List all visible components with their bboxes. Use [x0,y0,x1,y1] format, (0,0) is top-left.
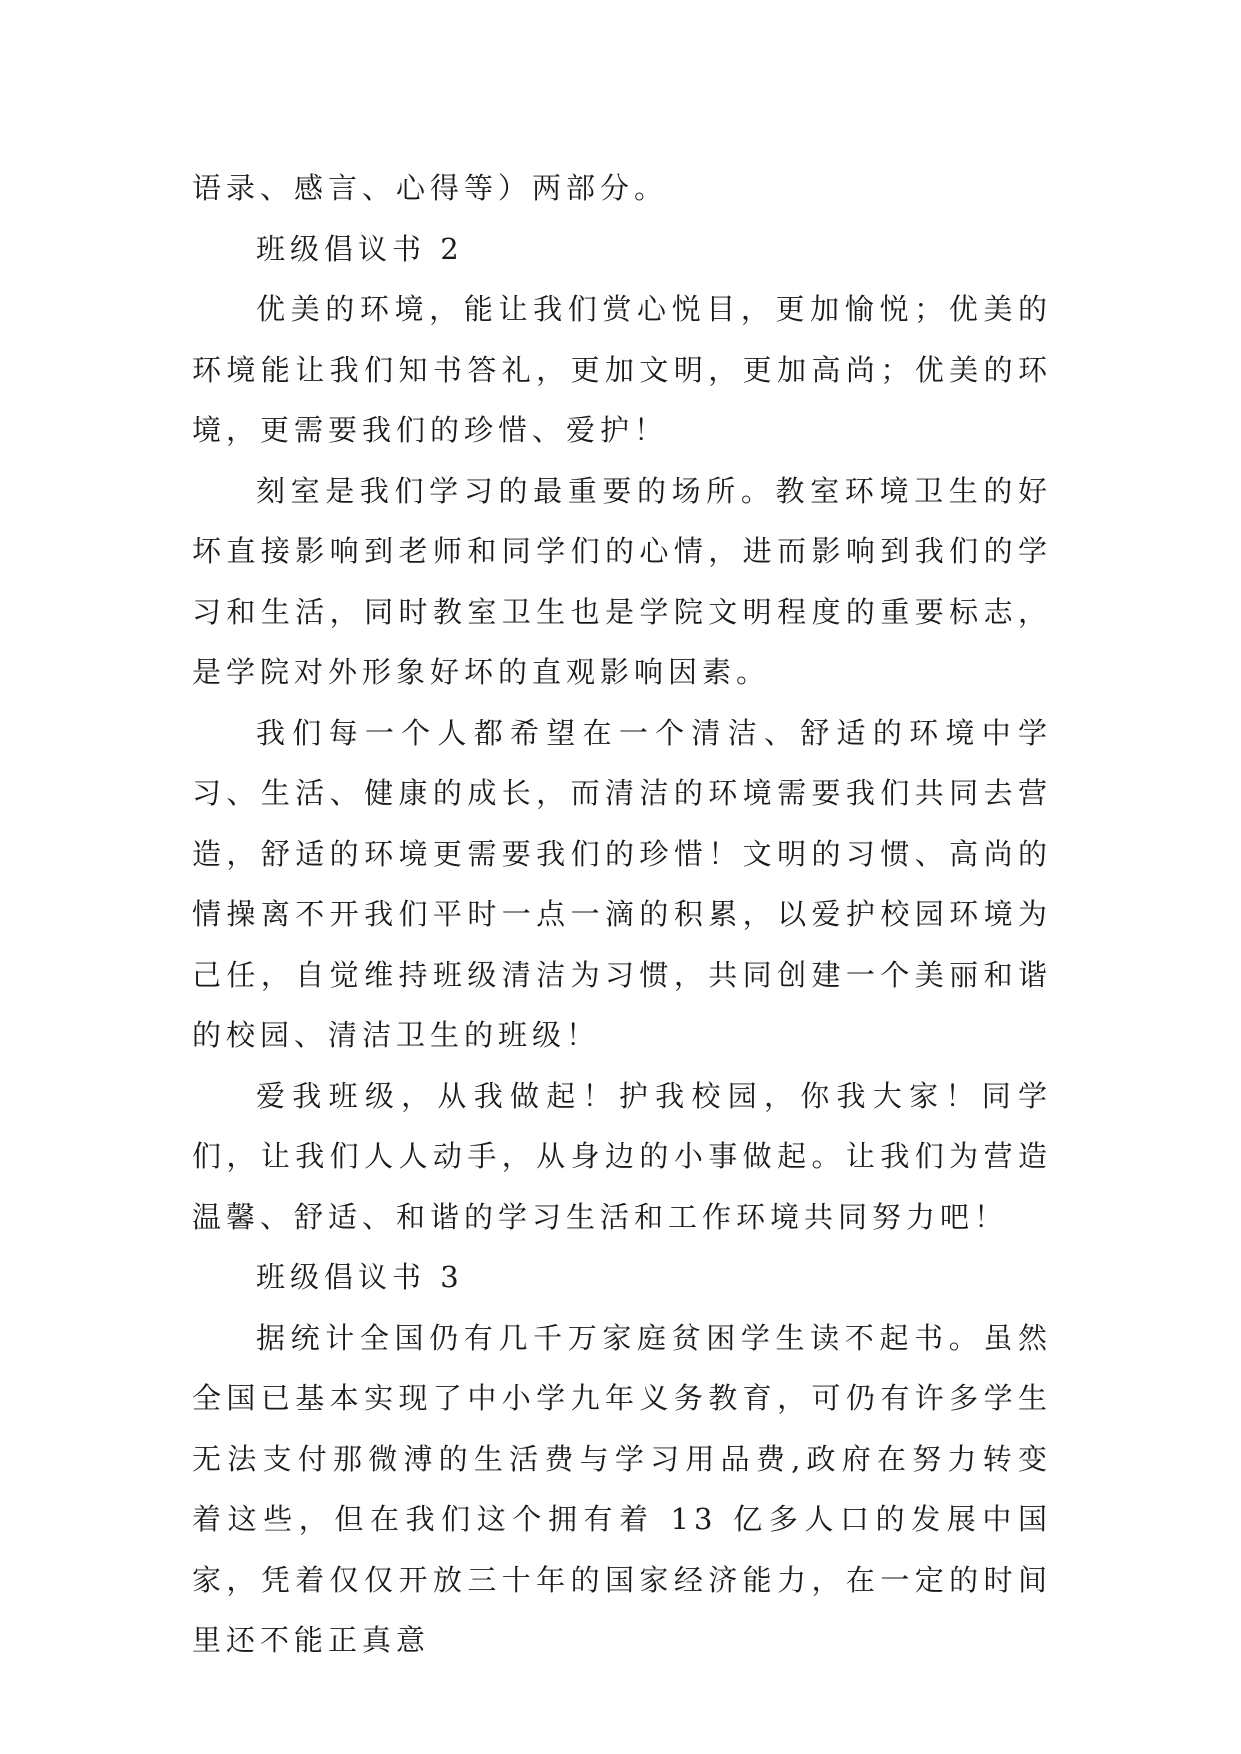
document-body [192,158,1052,1671]
paragraph-continued: 语录、感言、心得等）两部分。 [192,171,669,205]
section-heading-3: 班级倡议书 3 [256,1260,464,1294]
paragraph: 刻室是我们学习的最重要的场所。教室环境卫生的好坏直接影响到老师和同学们的心情，进而影响到我们的学习和生活，同时教室卫生也是学院文明程度的重要标志，是学院对外形象好坏的直观影响因素。 [192,473,1052,689]
paragraph: 爱我班级，从我做起！护我校园，你我大家！同学们，让我们人人动手，从身边的小事做起。让我们为营造温馨、舒适、和谐的学习生活和工作环境共同努力吧！ [192,1078,1052,1234]
paragraph: 据统计全国仍有几千万家庭贫困学生读不起书。虽然全国已基本实现了中小学九年义务教育，可仍有许多学生无法支付那微溥的生活费与学习用品费,政府在努力转变着这些，但在我们这个拥有着 13 亿多人口的发展中国家，凭着仅仅开放三十年的国家经济能力，在一定的时间里还不能正真意 [192,1320,1052,1657]
paragraph: 我们每一个人都希望在一个清洁、舒适的环境中学习、生活、健康的成长，而清洁的环境需要我们共同去营造，舒适的环境更需要我们的珍惜！文明的习惯、高尚的情操离不开我们平时一点一滴的积累，以爱护校园环境为己任，自觉维持班级清洁为习惯，共同创建一个美丽和谐的校园、清洁卫生的班级！ [192,715,1052,1052]
section-heading-2: 班级倡议书 2 [256,231,464,266]
paragraph: 优美的环境，能让我们赏心悦目，更加愉悦；优美的环境能让我们知书答礼，更加文明，更加高尚；优美的环境，更需要我们的珍惜、爱护！ [192,292,1052,447]
